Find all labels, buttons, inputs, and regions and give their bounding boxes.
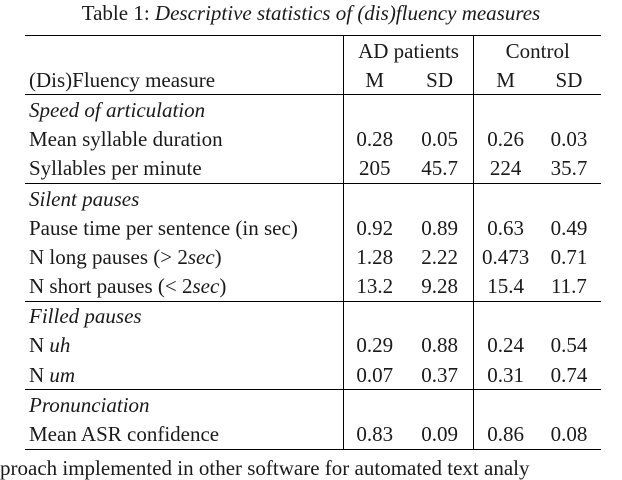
header-ad-m: M xyxy=(343,65,406,95)
measure-label-suffix: ) xyxy=(219,274,227,299)
empty-cell xyxy=(474,183,537,213)
measure-label-text: Mean ASR confidence xyxy=(29,422,220,447)
measure-label-text: Mean syllable duration xyxy=(29,127,223,152)
ad-sd-cell: 0.09 xyxy=(406,419,474,449)
section-title: Silent pauses xyxy=(25,183,343,213)
descriptive-statistics-table xyxy=(25,35,601,450)
measure-label xyxy=(25,154,343,184)
measure-label xyxy=(25,331,343,360)
control-mean-cell: 0.24 xyxy=(474,331,537,360)
measure-label-italic: sec xyxy=(187,244,215,269)
ad-mean-cell: 0.92 xyxy=(343,213,406,242)
table-row xyxy=(25,272,601,302)
empty-cell xyxy=(537,183,601,213)
control-sd-cell: 35.7 xyxy=(550,156,588,181)
table-body xyxy=(25,36,601,450)
control-mean-cell: 0.473 xyxy=(474,242,537,271)
control-mean-cell: 0.63 xyxy=(474,213,537,242)
section-header-row xyxy=(25,390,601,420)
measure-label-suffix: ) xyxy=(214,244,222,269)
empty-cell xyxy=(537,390,601,420)
ad-mean-cell: 13.2 xyxy=(343,272,406,302)
control-mean-cell: 0.26 xyxy=(474,125,537,154)
empty-cell xyxy=(406,95,474,125)
control-mean-cell: 0.86 xyxy=(474,419,537,449)
empty-cell xyxy=(474,95,537,125)
measure-label xyxy=(25,242,343,271)
control-sd-cell: 0.74 xyxy=(550,362,588,387)
empty-cell xyxy=(343,301,406,331)
ad-sd-cell: 9.28 xyxy=(421,274,458,299)
measure-label xyxy=(25,213,343,242)
empty-cell xyxy=(537,95,601,125)
control-mean-cell: 0.31 xyxy=(474,360,537,390)
caption-label: Table 1: xyxy=(81,1,150,25)
header-control-sd: SD xyxy=(555,67,583,92)
section-header-row xyxy=(25,301,601,331)
section-title: Filled pauses xyxy=(25,301,343,331)
empty-cell xyxy=(474,390,537,420)
empty-cell xyxy=(343,183,406,213)
measure-label xyxy=(25,419,343,449)
control-mean-cell: 15.4 xyxy=(474,272,537,302)
header-blank-cell xyxy=(25,36,343,66)
ad-sd-cell: 0.89 xyxy=(421,215,458,240)
header-group-ad-patients: AD patients xyxy=(343,36,474,66)
control-sd-cell: 0.03 xyxy=(550,127,588,152)
control-sd-cell: 11.7 xyxy=(550,274,587,299)
ad-mean-cell: 0.07 xyxy=(343,360,406,390)
ad-mean-cell: 1.28 xyxy=(343,242,406,271)
header-group-control: Control xyxy=(474,36,601,66)
body-text-fragment: proach implemented in other software for automated text analy xyxy=(0,456,530,480)
measure-label-italic: uh xyxy=(49,333,71,358)
measure-label-text: Syllables per minute xyxy=(29,156,202,181)
empty-cell xyxy=(343,390,406,420)
table-row xyxy=(25,419,601,449)
control-sd-cell: 0.49 xyxy=(550,215,588,240)
section-header-row xyxy=(25,95,601,125)
table-caption xyxy=(0,1,622,25)
measure-label-text: N xyxy=(29,333,50,358)
empty-cell xyxy=(406,390,474,420)
measure-label-text: N long pauses (> 2 xyxy=(29,244,188,269)
control-mean-cell: 224 xyxy=(474,154,537,184)
ad-sd-cell: 45.7 xyxy=(421,156,458,181)
section-header-row xyxy=(25,183,601,213)
header-measure-label: (Dis)Fluency measure xyxy=(29,67,216,92)
table-row xyxy=(25,242,601,271)
measure-label-italic: sec xyxy=(192,274,220,299)
ad-sd-cell: 0.05 xyxy=(421,127,458,152)
table-row xyxy=(25,360,601,390)
table-row xyxy=(25,154,601,184)
control-sd-cell: 0.54 xyxy=(550,333,588,358)
ad-sd-cell: 0.88 xyxy=(421,333,458,358)
table-row xyxy=(25,125,601,154)
ad-mean-cell: 0.83 xyxy=(343,419,406,449)
control-sd-cell: 0.08 xyxy=(537,419,601,449)
ad-mean-cell: 0.28 xyxy=(343,125,406,154)
measure-label-italic: um xyxy=(49,362,76,387)
section-title: Speed of articulation xyxy=(25,95,343,125)
ad-mean-cell: 0.29 xyxy=(343,331,406,360)
empty-cell xyxy=(406,301,474,331)
header-control-m: M xyxy=(474,65,537,95)
empty-cell xyxy=(343,95,406,125)
caption-title: Descriptive statistics of (dis)fluency measures xyxy=(154,1,541,25)
measure-label xyxy=(25,125,343,154)
empty-cell xyxy=(406,183,474,213)
measure-label xyxy=(25,360,343,390)
table-row xyxy=(25,331,601,360)
measure-label-text: N short pauses (< 2 xyxy=(29,274,193,299)
control-sd-cell: 0.71 xyxy=(550,244,588,269)
ad-sd-cell: 2.22 xyxy=(421,244,458,269)
measure-label-text: Pause time per sentence (in sec) xyxy=(29,215,298,240)
ad-mean-cell: 205 xyxy=(343,154,406,184)
header-ad-sd: SD xyxy=(426,67,454,92)
ad-sd-cell: 0.37 xyxy=(421,362,458,387)
header-column-row xyxy=(25,65,601,95)
empty-cell xyxy=(537,301,601,331)
measure-label-text: N xyxy=(29,362,50,387)
table-row xyxy=(25,213,601,242)
empty-cell xyxy=(474,301,537,331)
section-title: Pronunciation xyxy=(25,390,343,420)
measure-label xyxy=(25,272,343,302)
header-group-row xyxy=(25,36,601,66)
